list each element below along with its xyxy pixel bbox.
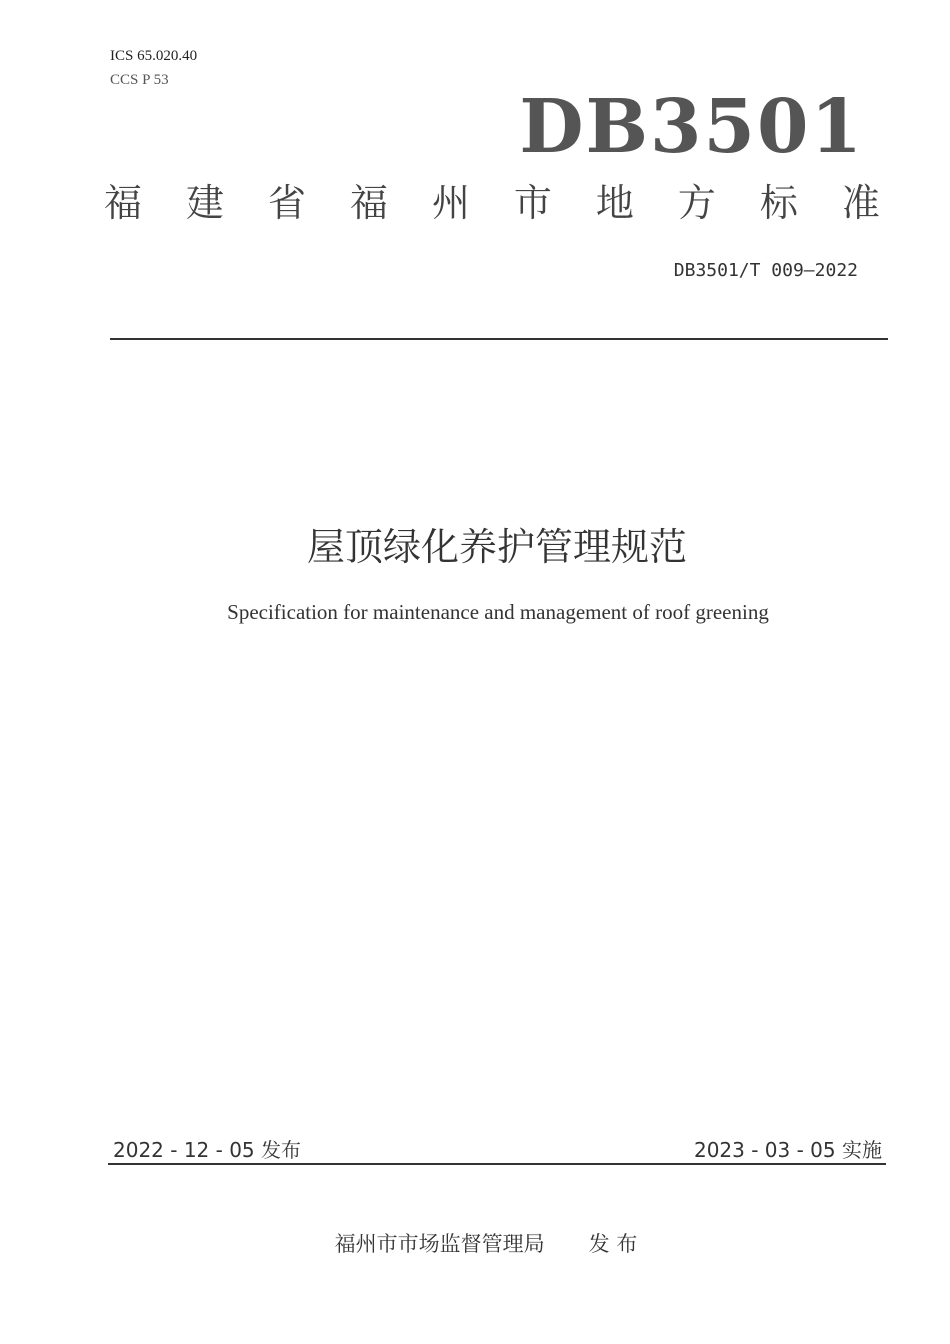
standard-type-char: 州	[431, 181, 470, 225]
standard-type-char: 福	[104, 181, 143, 225]
standard-type-char: 建	[185, 181, 224, 225]
document-title-english: Specification for maintenance and management of roof greening	[227, 600, 769, 624]
publisher-line	[0, 1228, 950, 1258]
standard-type-char: 方	[677, 181, 716, 225]
bottom-divider	[108, 1163, 886, 1165]
publish-action: 发 布	[588, 1232, 638, 1256]
document-title-chinese: 屋顶绿化养护管理规范	[306, 525, 687, 569]
standard-type-char: 省	[267, 181, 306, 225]
top-divider	[110, 338, 888, 340]
implementation-date: 2023 - 03 - 05 实施	[693, 1138, 882, 1162]
standard-type-title	[104, 181, 880, 225]
standard-type-char: 准	[841, 181, 880, 225]
issue-date: 2022 - 12 - 05 发布	[113, 1138, 302, 1162]
publisher-name: 福州市市场监督管理局	[334, 1232, 545, 1256]
standard-number: DB3501/T 009—2022	[673, 260, 858, 281]
ics-code: ICS 65.020.40	[110, 48, 198, 64]
standard-type-char: 标	[759, 181, 798, 225]
standard-logo: DB3501	[519, 84, 864, 170]
standard-type-char: 地	[595, 181, 634, 225]
standard-type-char: 市	[513, 181, 552, 225]
standard-type-char: 福	[349, 181, 388, 225]
ccs-code: CCS P 53	[110, 72, 169, 88]
